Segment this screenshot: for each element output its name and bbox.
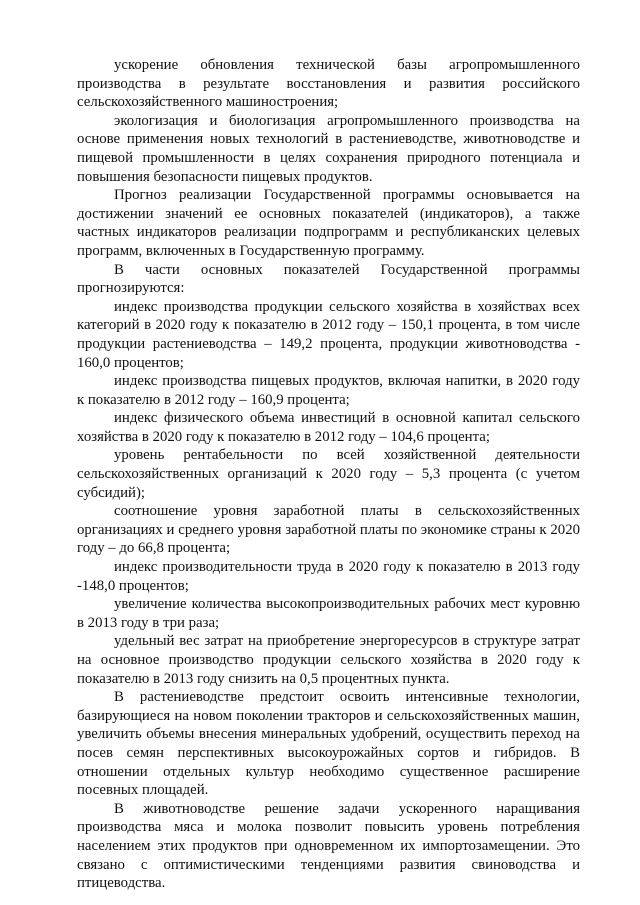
- paragraph-wage-ratio: соотношение уровня заработной платы в сельскохозяйственных организациях и среднего уровня заработной платы по экономике страны к 2020 году – до 66,8 процента;: [77, 503, 580, 557]
- paragraph-agri-production-index: индекс производства продукции сельского хозяйства в хозяйствах всех категорий в 2020 году к показателю в 2012 году – 150,1 процента, в том числе продукции растениеводства – 149,2 процента, продукции животноводства - 160,0 процентов;: [77, 298, 580, 371]
- paragraph-high-productivity-jobs: увеличение количества высокопроизводительных рабочих мест куровню в 2013 году в три раза;: [77, 596, 580, 631]
- paragraph-labor-productivity: индекс производительности труда в 2020 году к показателю в 2013 году -148,0 процентов;: [77, 559, 580, 594]
- paragraph-food-production-index: индекс производства пищевых продуктов, включая напитки, в 2020 году к показателю в 2012 году – 160,9 процента;: [77, 373, 580, 408]
- paragraph-ecologization: экологизация и биологизация агропромышленного производства на основе применения новых технологий в растениеводстве, животноводстве и пищевой промышленности в целях сохранения природного потенциала и повышения безопасности пищевых продуктов.: [77, 112, 580, 185]
- paragraph-investment-index: индекс физического объема инвестиций в основной капитал сельского хозяйства в 2020 году к показателю в 2012 году – 104,6 процента;: [77, 410, 580, 445]
- paragraph-main-indicators: В части основных показателей Государственной программы прогнозируются:: [77, 261, 580, 297]
- paragraph-livestock: В животноводстве решение задачи ускоренного наращивания производства мяса и молока позволит повысить уровень потребления населением этих продуктов при одновременном их импортозамещении. Это связано с оптимистическими тенденциями развития свиноводства и птицеводства.: [77, 800, 580, 892]
- paragraph-forecast: Прогноз реализации Государственной программы основывается на достижении значений ее основных показателей (индикаторов), а также частных индикаторов реализации подпрограмм и республиканских целевых программ, включенных в Государственную программу.: [77, 187, 580, 259]
- paragraph-machinery-renewal: ускорение обновления технической базы агропромышленного производства в результате восстановления и развития российского сельскохозяйственного машиностроения;: [77, 57, 580, 111]
- paragraph-crop-production: В растениеводстве предстоит освоить интенсивные технологии, базирующиеся на новом поколении тракторов и сельскохозяйственных машин, увеличить объемы внесения минеральных удобрений, осуществить переход на посев семян перспективных высокоурожайных сортов и гибридов. В отношении отдельных культур необходимо существенное расширение посевных площадей.: [77, 689, 580, 799]
- paragraph-profitability: уровень рентабельности по всей хозяйственной деятельности сельскохозяйственных организаций к 2020 году – 5,3 процента (с учетом субсидий);: [77, 447, 580, 501]
- paragraph-energy-costs: удельный вес затрат на приобретение энергоресурсов в структуре затрат на основное производство продукции сельского хозяйства в 2020 году к показателю в 2013 году снизить на 0,5 процентных пункта.: [77, 633, 580, 687]
